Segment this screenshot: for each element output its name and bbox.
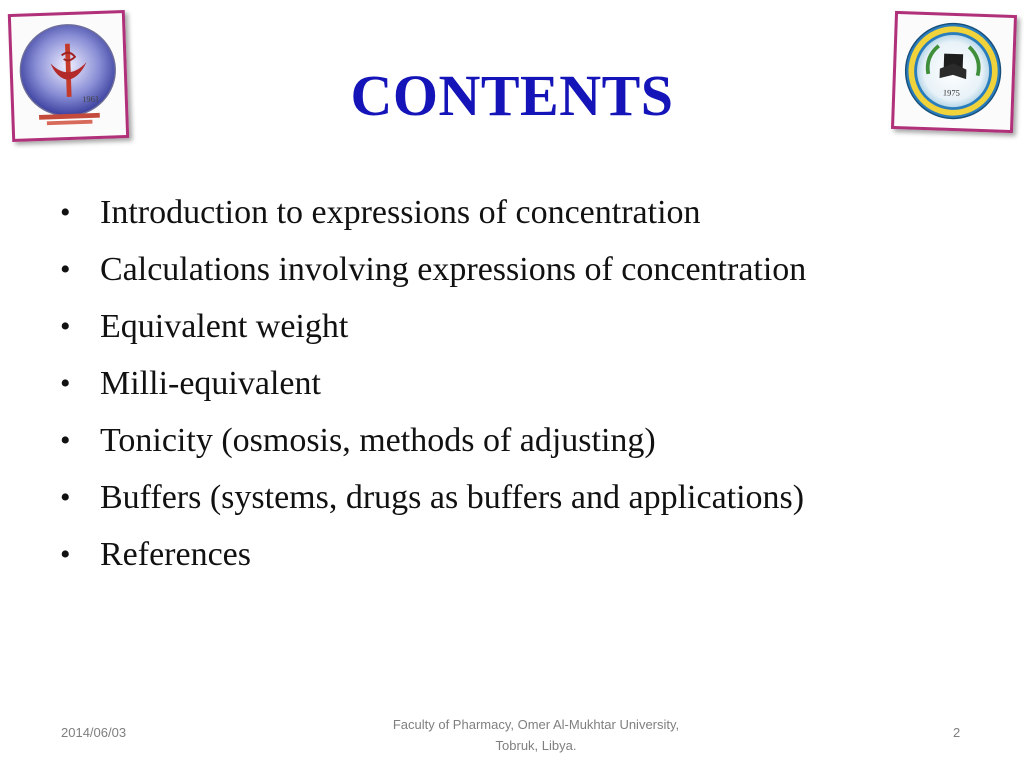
list-item-text: Tonicity (osmosis, methods of adjusting) bbox=[100, 422, 656, 459]
bullet-icon: • bbox=[60, 253, 71, 286]
logo-year-text: 1961 bbox=[81, 93, 100, 105]
list-item bbox=[60, 526, 806, 583]
list-item bbox=[60, 469, 806, 526]
slide-title: CONTENTS bbox=[350, 63, 674, 128]
list-item bbox=[60, 298, 806, 355]
list-item-text: Calculations involving expressions of concentration bbox=[100, 251, 807, 288]
list-item bbox=[60, 355, 806, 412]
bullet-icon: • bbox=[60, 196, 71, 229]
list-item bbox=[60, 184, 806, 241]
bullet-icon: • bbox=[60, 367, 71, 400]
list-item-text: References bbox=[100, 536, 252, 573]
contents-list bbox=[60, 184, 806, 583]
list-item-text: Equivalent weight bbox=[100, 308, 349, 345]
list-item-text: Milli-equivalent bbox=[100, 365, 321, 402]
footer-institution-line1: Faculty of Pharmacy, Omer Al-Mukhtar University, bbox=[392, 717, 680, 732]
bullet-icon: • bbox=[60, 481, 71, 514]
bullet-icon: • bbox=[60, 538, 71, 571]
list-item bbox=[60, 241, 806, 298]
list-item bbox=[60, 412, 806, 469]
slide-number: 2 bbox=[953, 725, 961, 740]
list-item-text: Buffers (systems, drugs as buffers and applications) bbox=[100, 479, 805, 516]
bullet-icon: • bbox=[60, 310, 71, 343]
seal-year-text: 1975 bbox=[942, 87, 961, 98]
footer-institution-line2: Tobruk, Libya. bbox=[495, 738, 577, 753]
footer-institution bbox=[330, 714, 742, 756]
list-item-text: Introduction to expressions of concentration bbox=[100, 194, 701, 231]
bullet-icon: • bbox=[60, 424, 71, 457]
footer-date: 2014/06/03 bbox=[61, 725, 127, 740]
